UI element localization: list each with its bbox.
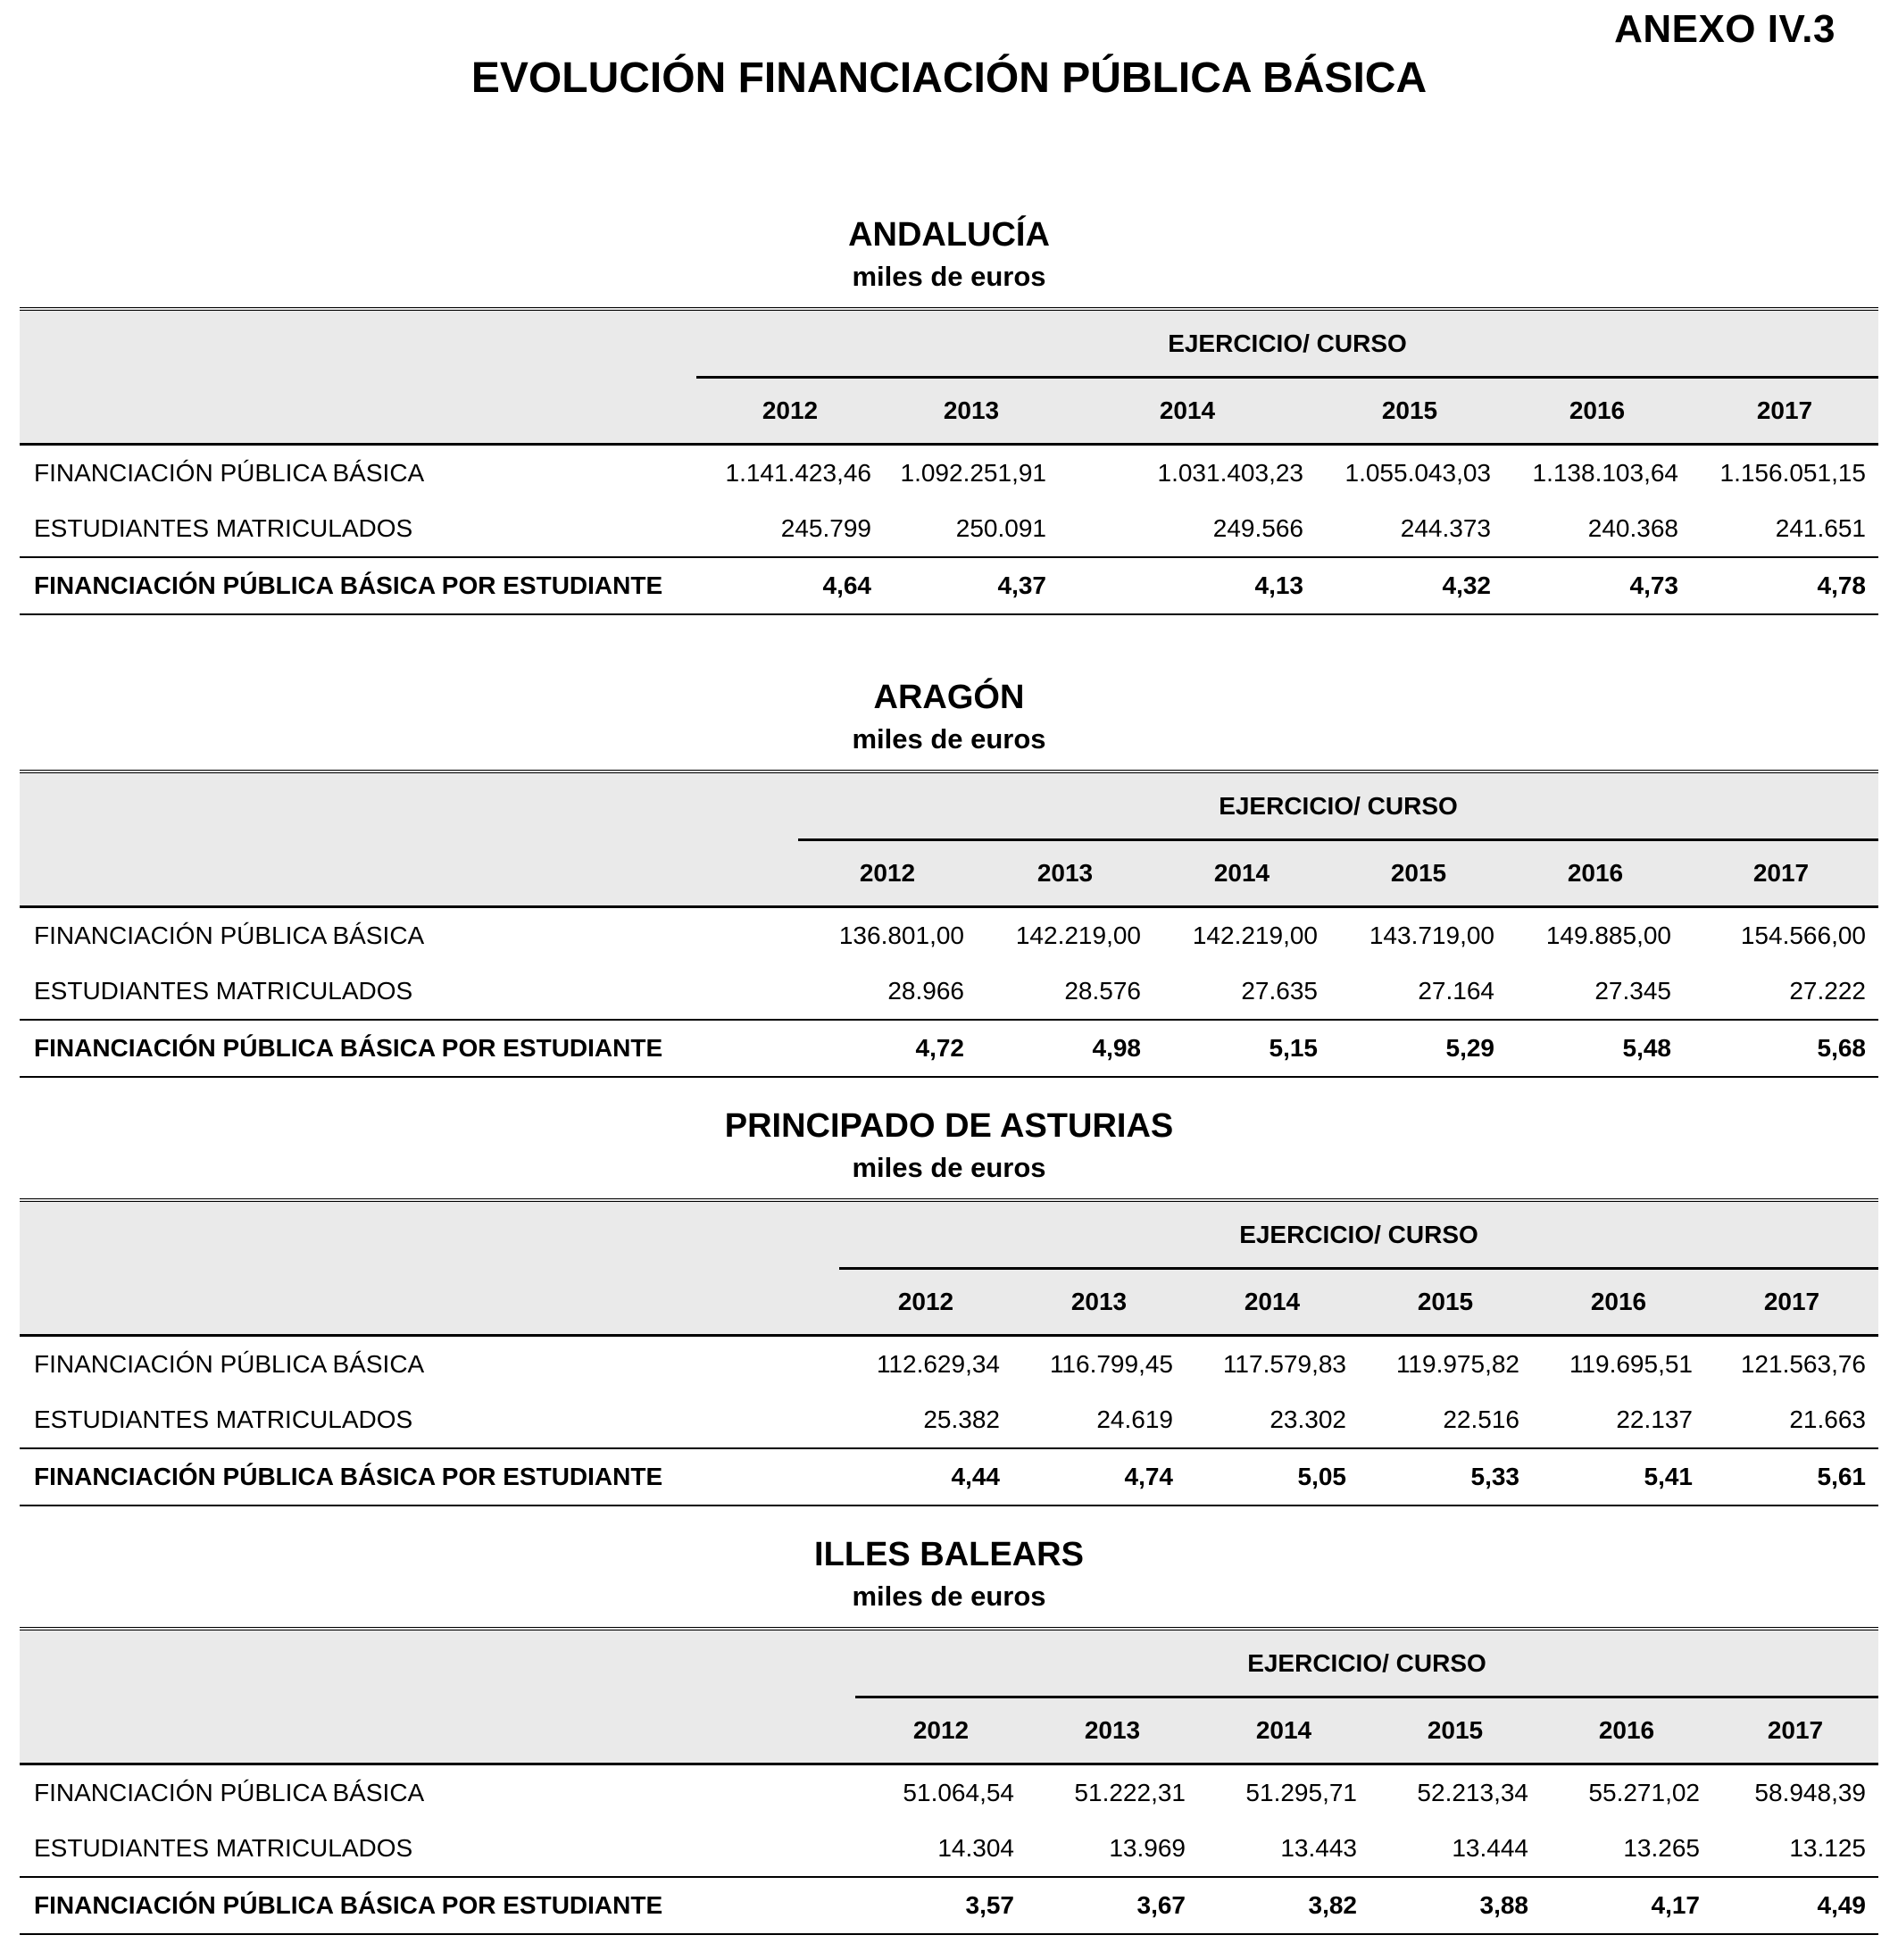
table-cell: 27.222	[1789, 977, 1866, 1005]
table-cell: 3,67	[1136, 1891, 1186, 1919]
table-cell: 119.695,51	[1569, 1350, 1693, 1378]
year-header: 2016	[1567, 859, 1624, 887]
table-cell: 21.663	[1789, 1405, 1866, 1433]
table-cell: 3,57	[965, 1891, 1014, 1919]
year-header: 2016	[1590, 1288, 1647, 1315]
year-header: 2015	[1390, 859, 1447, 887]
row-per-student	[20, 1876, 1878, 1935]
table-cell: 5,15	[1269, 1034, 1318, 1062]
table-header	[20, 1627, 1878, 1765]
table-cell: 5,05	[1297, 1463, 1346, 1490]
year-header: 2012	[762, 396, 819, 424]
table-cell: 136.801,00	[838, 922, 964, 949]
section-asturias	[20, 1104, 1878, 1506]
table-cell: 28.966	[887, 977, 964, 1005]
year-header: 2016	[1569, 396, 1626, 424]
table-cell: 52.213,34	[1417, 1779, 1528, 1806]
row-label: ESTUDIANTES MATRICULADOS	[34, 1405, 413, 1433]
column-group-label: EJERCICIO/ CURSO	[839, 1202, 1878, 1270]
year-header: 2017	[1756, 396, 1813, 424]
unit-label: miles de euros	[852, 1581, 1046, 1612]
table-cell: 119.975,82	[1395, 1350, 1519, 1378]
funding-table	[20, 770, 1878, 1078]
unit-label: miles de euros	[852, 723, 1046, 755]
year-header: 2012	[859, 859, 916, 887]
year-header: 2017	[1763, 1288, 1820, 1315]
table-cell: 13.969	[1109, 1834, 1186, 1862]
table-cell: 22.516	[1443, 1405, 1519, 1433]
page-title: EVOLUCIÓN FINANCIACIÓN PÚBLICA BÁSICA	[470, 54, 1428, 102]
table-cell: 4,37	[997, 571, 1046, 599]
table-cell: 5,41	[1644, 1463, 1693, 1490]
table-cell: 4,32	[1442, 571, 1491, 599]
row-label: ESTUDIANTES MATRICULADOS	[34, 977, 413, 1005]
row-per-student	[20, 1019, 1878, 1078]
table-header	[20, 307, 1878, 446]
table-cell: 27.635	[1241, 977, 1318, 1005]
table-cell: 24.619	[1096, 1405, 1173, 1433]
row-label: FINANCIACIÓN PÚBLICA BÁSICA	[34, 1779, 425, 1806]
year-header: 2014	[1255, 1716, 1312, 1744]
table-cell: 13.443	[1280, 1834, 1357, 1862]
year-header: 2013	[1036, 859, 1094, 887]
table-cell: 51.222,31	[1074, 1779, 1186, 1806]
section-andalucia	[20, 213, 1878, 615]
unit-label: miles de euros	[852, 261, 1046, 292]
table-cell: 4,49	[1817, 1891, 1866, 1919]
table-cell: 116.799,45	[1049, 1350, 1173, 1378]
table-cell: 4,64	[822, 571, 871, 599]
year-header: 2012	[912, 1716, 970, 1744]
row-students	[20, 1821, 1878, 1876]
column-group-label: EJERCICIO/ CURSO	[855, 1631, 1878, 1698]
funding-table	[20, 307, 1878, 615]
table-cell: 149.885,00	[1545, 922, 1671, 949]
row-label: FINANCIACIÓN PÚBLICA BÁSICA	[34, 459, 425, 487]
row-per-student	[20, 1447, 1878, 1506]
table-cell: 143.719,00	[1369, 922, 1494, 949]
row-label: FINANCIACIÓN PÚBLICA BÁSICA POR ESTUDIANTE	[34, 1463, 663, 1490]
region-title: ARAGÓN	[873, 679, 1025, 716]
table-cell: 142.219,00	[1015, 922, 1141, 949]
table-cell: 27.345	[1594, 977, 1671, 1005]
table-cell: 117.579,83	[1222, 1350, 1346, 1378]
section-aragon	[20, 675, 1878, 1078]
table-cell: 3,88	[1479, 1891, 1528, 1919]
year-header: 2014	[1213, 859, 1270, 887]
table-cell: 4,44	[951, 1463, 1000, 1490]
row-label: ESTUDIANTES MATRICULADOS	[34, 514, 413, 542]
year-header: 2013	[943, 396, 1000, 424]
table-cell: 241.651	[1775, 514, 1866, 542]
table-cell: 1.055.043,03	[1344, 459, 1491, 487]
table-cell: 1.138.103,64	[1532, 459, 1678, 487]
year-header: 2012	[897, 1288, 954, 1315]
table-cell: 5,33	[1470, 1463, 1519, 1490]
row-label: FINANCIACIÓN PÚBLICA BÁSICA POR ESTUDIANTE	[34, 1034, 663, 1062]
row-label: FINANCIACIÓN PÚBLICA BÁSICA POR ESTUDIANTE	[34, 571, 663, 599]
region-title: ILLES BALEARS	[814, 1536, 1084, 1573]
table-cell: 3,82	[1308, 1891, 1357, 1919]
year-header: 2013	[1070, 1288, 1128, 1315]
year-header: 2017	[1767, 1716, 1824, 1744]
funding-table	[20, 1627, 1878, 1935]
annex-label: ANEXO IV.3	[1614, 7, 1836, 51]
unit-label: miles de euros	[852, 1152, 1046, 1183]
row-label: ESTUDIANTES MATRICULADOS	[34, 1834, 413, 1862]
row-per-student	[20, 556, 1878, 615]
row-funding	[20, 446, 1878, 501]
row-funding	[20, 1765, 1878, 1821]
table-cell: 5,61	[1817, 1463, 1866, 1490]
year-header: 2015	[1417, 1288, 1474, 1315]
table-cell: 5,68	[1817, 1034, 1866, 1062]
table-cell: 1.092.251,91	[900, 459, 1046, 487]
table-cell: 13.265	[1623, 1834, 1700, 1862]
table-cell: 244.373	[1400, 514, 1491, 542]
table-cell: 4,78	[1817, 571, 1866, 599]
year-header: 2014	[1244, 1288, 1301, 1315]
table-header	[20, 770, 1878, 908]
row-students	[20, 963, 1878, 1019]
year-header: 2015	[1427, 1716, 1484, 1744]
column-group-label: EJERCICIO/ CURSO	[696, 311, 1878, 379]
table-cell: 1.031.403,23	[1157, 459, 1303, 487]
table-cell: 112.629,34	[876, 1350, 1000, 1378]
table-cell: 4,73	[1629, 571, 1678, 599]
table-cell: 1.141.423,46	[725, 459, 871, 487]
table-cell: 154.566,00	[1740, 922, 1866, 949]
table-cell: 51.295,71	[1245, 1779, 1357, 1806]
table-cell: 25.382	[923, 1405, 1000, 1433]
year-header: 2017	[1752, 859, 1810, 887]
year-header: 2013	[1084, 1716, 1141, 1744]
table-cell: 23.302	[1269, 1405, 1346, 1433]
table-cell: 55.271,02	[1588, 1779, 1700, 1806]
section-illes-balears	[20, 1532, 1878, 1935]
region-title: PRINCIPADO DE ASTURIAS	[724, 1107, 1174, 1145]
table-cell: 249.566	[1212, 514, 1303, 542]
table-cell: 250.091	[955, 514, 1046, 542]
table-cell: 4,72	[915, 1034, 964, 1062]
region-title: ANDALUCÍA	[848, 216, 1050, 254]
table-cell: 1.156.051,15	[1719, 459, 1866, 487]
table-cell: 4,13	[1254, 571, 1303, 599]
table-cell: 4,98	[1092, 1034, 1141, 1062]
row-funding	[20, 1337, 1878, 1392]
table-header	[20, 1198, 1878, 1337]
row-students	[20, 1392, 1878, 1447]
table-cell: 28.576	[1064, 977, 1141, 1005]
table-cell: 4,74	[1124, 1463, 1173, 1490]
year-header: 2015	[1381, 396, 1438, 424]
funding-table	[20, 1198, 1878, 1506]
table-cell: 142.219,00	[1192, 922, 1318, 949]
table-cell: 13.125	[1789, 1834, 1866, 1862]
row-label: FINANCIACIÓN PÚBLICA BÁSICA POR ESTUDIANTE	[34, 1891, 663, 1919]
table-cell: 4,17	[1651, 1891, 1700, 1919]
table-cell: 13.444	[1452, 1834, 1528, 1862]
table-cell: 5,48	[1622, 1034, 1671, 1062]
year-header: 2014	[1159, 396, 1216, 424]
row-label: FINANCIACIÓN PÚBLICA BÁSICA	[34, 1350, 425, 1378]
table-cell: 240.368	[1587, 514, 1678, 542]
table-cell: 27.164	[1418, 977, 1494, 1005]
row-label: FINANCIACIÓN PÚBLICA BÁSICA	[34, 922, 425, 949]
table-cell: 14.304	[937, 1834, 1014, 1862]
table-cell: 5,29	[1445, 1034, 1494, 1062]
table-cell: 22.137	[1616, 1405, 1693, 1433]
row-funding	[20, 908, 1878, 963]
year-header: 2016	[1598, 1716, 1655, 1744]
row-students	[20, 501, 1878, 556]
table-cell: 51.064,54	[903, 1779, 1014, 1806]
column-group-label: EJERCICIO/ CURSO	[798, 773, 1878, 841]
table-cell: 58.948,39	[1754, 1779, 1866, 1806]
table-cell: 245.799	[780, 514, 871, 542]
table-cell: 121.563,76	[1740, 1350, 1866, 1378]
